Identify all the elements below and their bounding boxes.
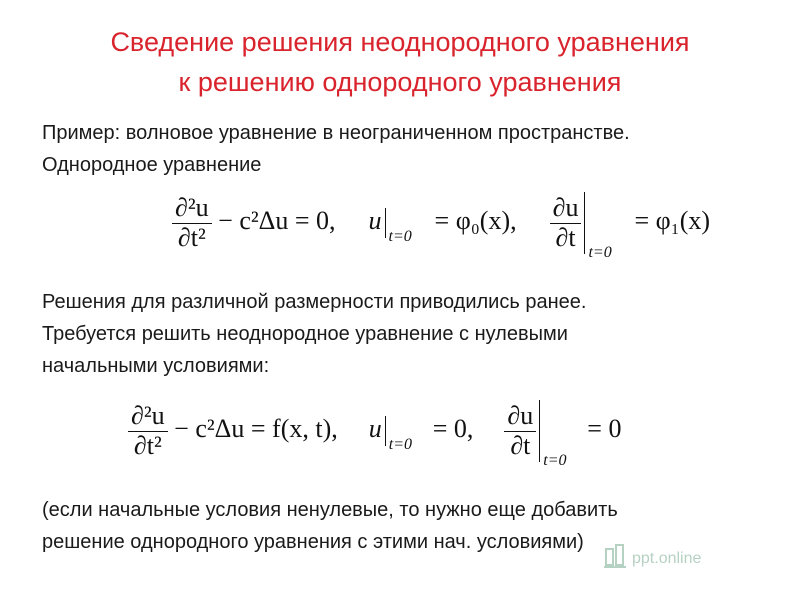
middle-text bbox=[42, 286, 586, 382]
slide-title bbox=[0, 22, 800, 102]
note-line-1: (если начальные условия ненулевые, то нужно еще добавить bbox=[42, 499, 618, 521]
title-line-2: к решению однородного уравнения bbox=[178, 67, 622, 97]
middle-line-3: начальными условиями: bbox=[42, 355, 270, 377]
numerator: ∂u bbox=[550, 194, 582, 224]
watermark-logo bbox=[604, 543, 764, 573]
initial-condition-2: = 0 bbox=[587, 413, 622, 443]
intro-line-2: Однородное уравнение bbox=[42, 154, 262, 176]
numerator: ∂²u bbox=[172, 194, 212, 224]
first-derivative-fraction bbox=[550, 194, 582, 252]
second-derivative-fraction bbox=[172, 194, 212, 252]
middle-line-1: Решения для различной размерности приводились ранее. bbox=[42, 291, 587, 313]
laplace-term: − c²Δu = f(x, t), bbox=[174, 413, 338, 443]
intro-line-1: Пример: волновое уравнение в неограниченном пространстве. bbox=[42, 122, 630, 144]
evaluation-point: t=0 bbox=[543, 452, 567, 469]
note-text bbox=[42, 494, 618, 558]
numerator: ∂²u bbox=[128, 402, 168, 432]
evaluation-point: t=0 bbox=[388, 436, 412, 453]
title-line-1: Сведение решения неоднородного уравнения bbox=[110, 27, 690, 57]
denominator: ∂t bbox=[510, 430, 531, 460]
first-derivative-fraction bbox=[504, 402, 536, 460]
middle-line-2: Требуется решить неоднородное уравнение с нулевыми bbox=[42, 323, 568, 345]
laplace-term: − c²Δu = 0, bbox=[218, 205, 336, 235]
initial-condition-1: = φ₀(x), bbox=[434, 205, 517, 235]
second-derivative-fraction bbox=[128, 402, 168, 460]
denominator: ∂t bbox=[555, 222, 576, 252]
u-symbol: u bbox=[368, 413, 382, 443]
initial-condition-2: = φ₁(x) bbox=[634, 205, 711, 235]
evaluation-bar bbox=[539, 400, 567, 469]
u-symbol: u bbox=[368, 205, 382, 235]
evaluation-bar bbox=[584, 192, 612, 261]
evaluation-point: t=0 bbox=[588, 244, 612, 261]
evaluation-bar bbox=[385, 416, 412, 453]
denominator: ∂t² bbox=[177, 222, 206, 252]
initial-condition-1: = 0, bbox=[432, 413, 474, 443]
inhomogeneous-equation bbox=[128, 400, 622, 469]
intro-text bbox=[42, 117, 630, 181]
numerator: ∂u bbox=[504, 402, 536, 432]
evaluation-bar bbox=[385, 208, 412, 245]
svg-text:ppt.online: ppt.online bbox=[632, 550, 702, 567]
note-line-2: решение однородного уравнения с этими нач. условиями) bbox=[42, 531, 584, 553]
denominator: ∂t² bbox=[133, 430, 162, 460]
homogeneous-equation bbox=[172, 192, 711, 261]
evaluation-point: t=0 bbox=[388, 228, 412, 245]
